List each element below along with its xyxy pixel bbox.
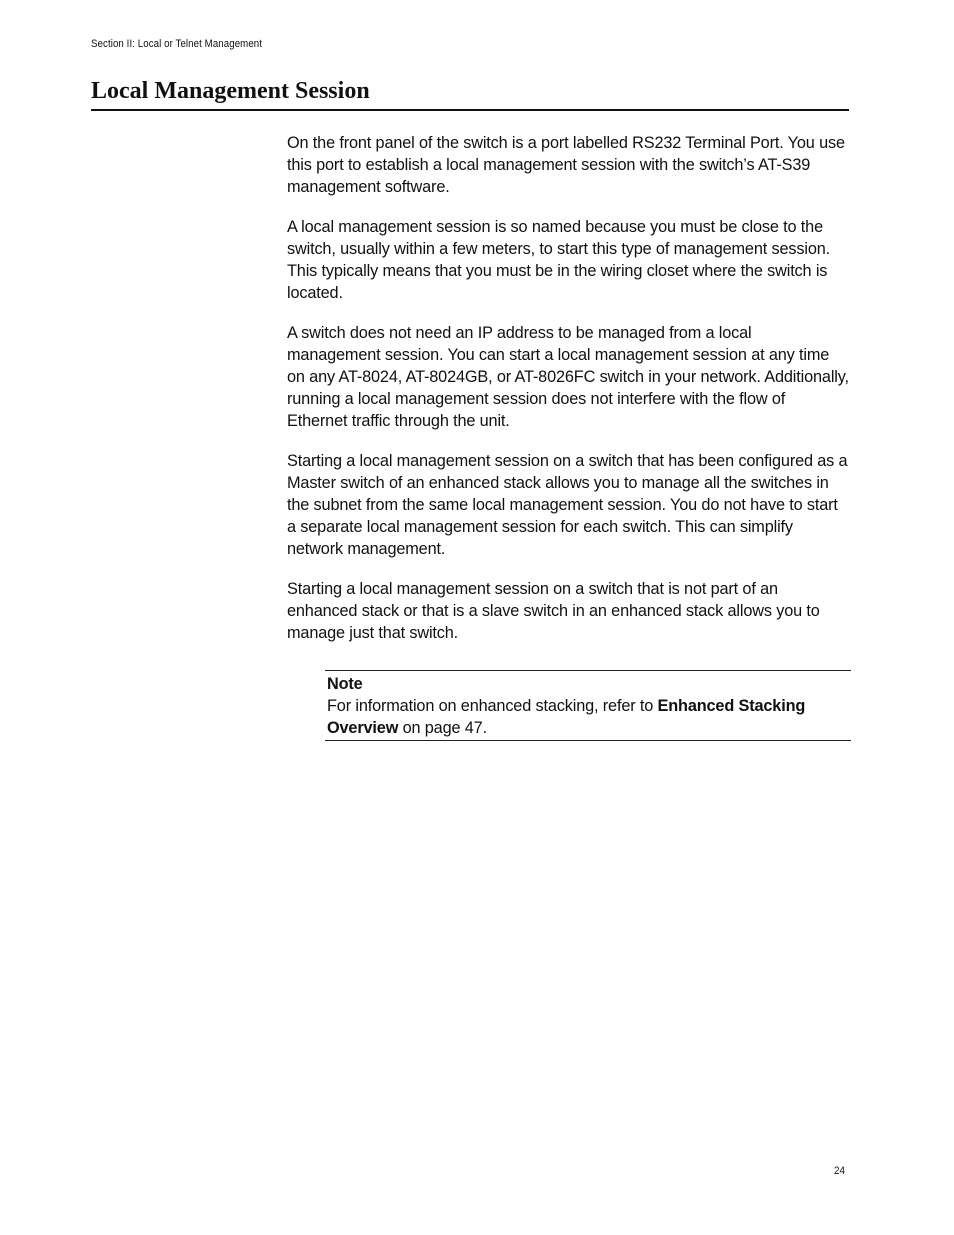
page-number: 24: [834, 1165, 846, 1177]
note-cross-reference-link[interactable]: Enhanced Stacking Overview: [327, 697, 806, 737]
note-text: For information on enhanced stacking, refer to: [327, 697, 658, 715]
paragraph: Starting a local management session on a switch that has been configured as a Master switch of an enhanced stack allows you to manage all the switches in the subnet from the same local management session. You do not have to start a separate local management session for each switch. This can simplify network management.: [287, 452, 848, 558]
paragraph: Starting a local management session on a switch that is not part of an enhanced stack or that is a slave switch in an enhanced stack allows you to manage just that switch.: [287, 580, 820, 642]
running-header: Section II: Local or Telnet Management: [91, 38, 263, 50]
paragraph: A local management session is so named because you must be close to the switch, usually within a few meters, to start this type of management session. This typically means that you must be in the wiring closet where the switch is located.: [287, 218, 831, 302]
paragraph: On the front panel of the switch is a port labelled RS232 Terminal Port. You use this port to establish a local management session with the switch’s AT-S39 management software.: [287, 134, 845, 196]
note-text-page: on page 47.: [398, 719, 487, 737]
section-title: Local Management Session: [91, 76, 849, 111]
paragraph: A switch does not need an IP address to be managed from a local management session. You can start a local management session at any time on any AT-8024, AT-8024GB, or AT-8026FC switch in your network. Additionally, running a local management session does not interfere with the flow of Ethernet traffic through the unit.: [287, 324, 849, 430]
note-box: [325, 670, 851, 741]
note-title: Note: [327, 675, 363, 693]
note-body: [327, 695, 851, 739]
body-text: [287, 132, 849, 662]
